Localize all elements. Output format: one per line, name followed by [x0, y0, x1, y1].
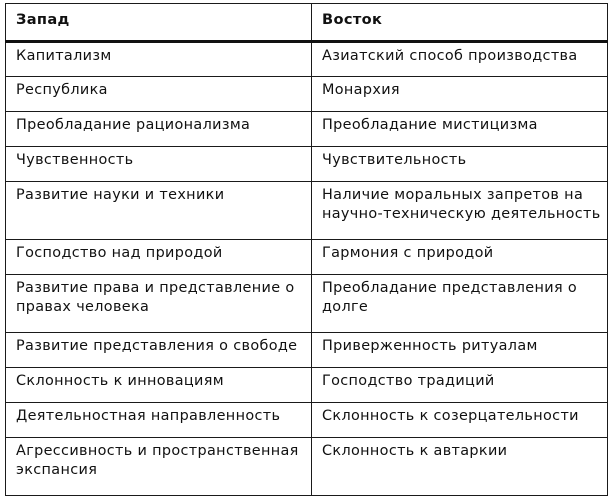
- table-row: [6, 275, 608, 333]
- cell-west: Преобладание рационализма: [6, 112, 312, 147]
- cell-east: Монархия: [312, 77, 608, 112]
- cell-east: Наличие моральных запретов на научно-техническую деятельность: [312, 182, 608, 240]
- west-east-comparison-table: [5, 3, 608, 496]
- header-west: Запад: [6, 4, 312, 42]
- cell-west: Чувственность: [6, 147, 312, 182]
- table-row: [6, 147, 608, 182]
- cell-east: Преобладание мистицизма: [312, 112, 608, 147]
- cell-west: Развитие науки и техники: [6, 182, 312, 240]
- cell-west: Господство над природой: [6, 240, 312, 275]
- cell-west: Деятельностная направленность: [6, 403, 312, 438]
- cell-east: Преобладание представления о долге: [312, 275, 608, 333]
- table-row: [6, 368, 608, 403]
- cell-west: Капитализм: [6, 42, 312, 77]
- table-row: [6, 333, 608, 368]
- cell-west: Развитие представления о свободе: [6, 333, 312, 368]
- table-row: [6, 182, 608, 240]
- cell-east: Приверженность ритуалам: [312, 333, 608, 368]
- cell-east: Господство традиций: [312, 368, 608, 403]
- table-row: [6, 42, 608, 77]
- cell-east: Гармония с природой: [312, 240, 608, 275]
- cell-west: Агрессивность и пространственная экспансия: [6, 438, 312, 496]
- header-east: Восток: [312, 4, 608, 42]
- cell-east: Азиатский способ производства: [312, 42, 608, 77]
- table-row: [6, 112, 608, 147]
- table-row: [6, 438, 608, 496]
- table-row: [6, 240, 608, 275]
- cell-west: Склонность к инновациям: [6, 368, 312, 403]
- cell-east: Склонность к автаркии: [312, 438, 608, 496]
- cell-west: Развитие права и представление о правах человека: [6, 275, 312, 333]
- cell-west: Республика: [6, 77, 312, 112]
- table-header-row: [6, 4, 608, 42]
- cell-east: Склонность к созерцательности: [312, 403, 608, 438]
- cell-east: Чувствительность: [312, 147, 608, 182]
- table-row: [6, 403, 608, 438]
- table-row: [6, 77, 608, 112]
